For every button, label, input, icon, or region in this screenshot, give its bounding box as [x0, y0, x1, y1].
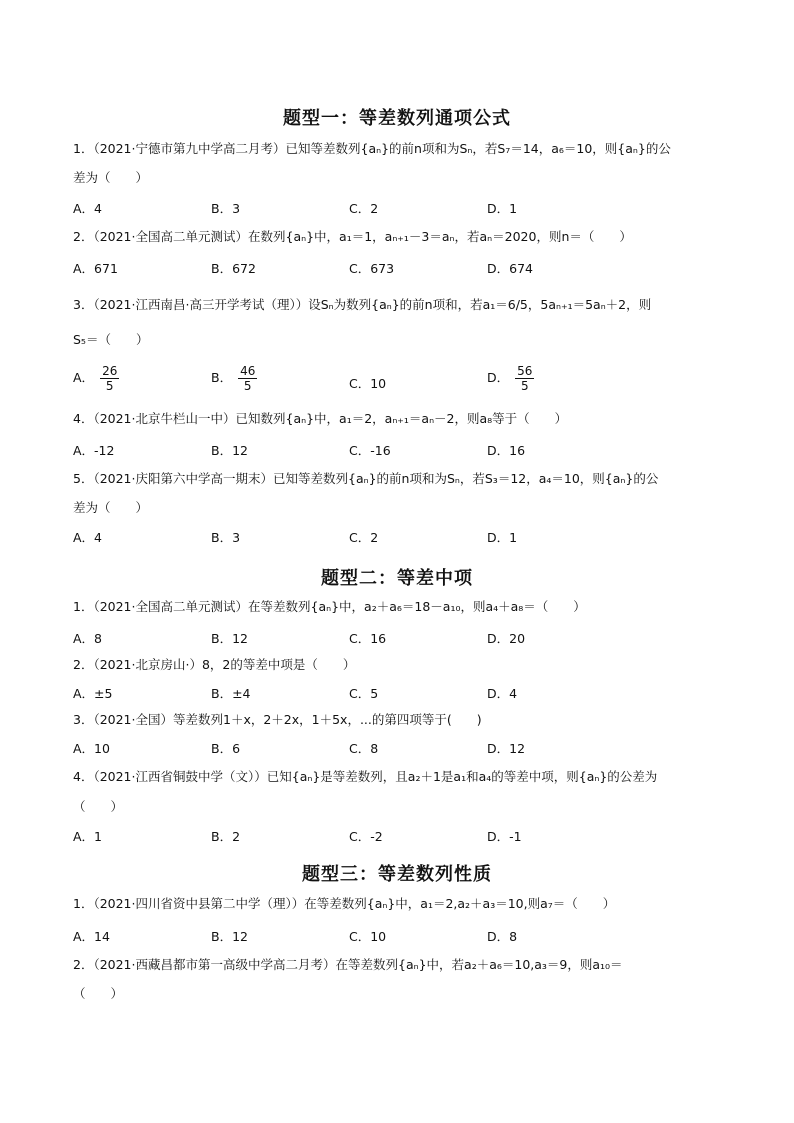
question-stem-continued: 差为（ ） [73, 500, 149, 515]
section-title: 题型二：等差中项 [321, 568, 473, 589]
choice-b[interactable]: B．±4 [211, 686, 251, 701]
choice-a[interactable]: A．±5 [73, 686, 113, 701]
choice-a[interactable]: A．-12 [73, 443, 115, 458]
choice-row [73, 199, 723, 221]
choice-c[interactable]: C．2 [349, 530, 379, 545]
choice-d[interactable]: D．16 [487, 443, 526, 458]
choice-label: A． [73, 370, 95, 385]
choice-c[interactable]: C．-2 [349, 829, 383, 844]
choice-c[interactable]: C．10 [349, 929, 387, 944]
choice-b[interactable]: B．672 [211, 261, 256, 276]
fraction [238, 364, 257, 393]
choice-c[interactable]: C．2 [349, 201, 379, 216]
choice-row [73, 927, 723, 949]
question-stem: 5．（2021·庆阳第六中学高一期末）已知等差数列{aₙ}的前n项和为Sₙ，若S₃＝12，a₄＝10，则{aₙ}的公 [73, 471, 659, 486]
choice-label: D． [487, 370, 510, 385]
choice-d[interactable]: D．12 [487, 741, 526, 756]
choice-b[interactable]: B．3 [211, 201, 241, 216]
choice-c[interactable]: C．10 [349, 376, 387, 391]
choice-a[interactable]: A．10 [73, 741, 110, 756]
choice-c[interactable]: C．16 [349, 631, 387, 646]
choice-b[interactable]: B．12 [211, 443, 248, 458]
choice-label: B． [211, 370, 233, 385]
numerator: 26 [102, 364, 118, 378]
choice-a[interactable]: A．1 [73, 829, 103, 844]
choice-a[interactable]: A．8 [73, 631, 103, 646]
question-stem-continued: 差为（ ） [73, 170, 149, 185]
question-stem: 4．（2021·北京牛栏山一中）已知数列{aₙ}中，a₁＝2，aₙ₊₁＝aₙ－2，则a₈等于（ ） [73, 411, 568, 426]
choice-b[interactable]: B．2 [211, 829, 241, 844]
choice-row [73, 364, 723, 398]
choice-row [73, 684, 723, 706]
choice-a[interactable]: A．4 [73, 530, 103, 545]
question-stem: 2．（2021·全国高二单元测试）在数列{aₙ}中，a₁＝1，aₙ₊₁－3＝aₙ，若aₙ＝2020，则n＝（ ） [73, 229, 632, 244]
choice-b[interactable]: B．3 [211, 530, 241, 545]
choice-d[interactable]: D．8 [487, 929, 518, 944]
fraction [100, 364, 119, 393]
question-stem: 2．（2021·西藏昌都市第一高级中学高二月考）在等差数列{aₙ}中，若a₂＋a₆＝10,a₃＝9，则a₁₀＝ [73, 957, 623, 972]
question-stem: 1．（2021·宁德市第九中学高二月考）已知等差数列{aₙ}的前n项和为Sₙ，若S₇＝14，a₆＝10，则{aₙ}的公 [73, 141, 671, 156]
choice-b[interactable]: B．6 [211, 741, 241, 756]
fraction [515, 364, 534, 393]
question-stem: 3．（2021·全国）等差数列1＋x，2＋2x，1＋5x，...的第四项等于( ) [73, 712, 482, 727]
choice-row [73, 739, 723, 761]
choice-c[interactable]: C．673 [349, 261, 395, 276]
choice-c[interactable]: C．5 [349, 686, 379, 701]
choice-d[interactable] [487, 364, 534, 393]
choice-d[interactable]: D．20 [487, 631, 526, 646]
choice-b[interactable] [211, 364, 257, 393]
choice-row [73, 827, 723, 849]
section-title: 题型三：等差数列性质 [302, 864, 492, 885]
choice-a[interactable]: A．14 [73, 929, 110, 944]
numerator: 56 [517, 364, 533, 378]
question-stem: 1．（2021·全国高二单元测试）在等差数列{aₙ}中，a₂＋a₆＝18－a₁₀，则a₄＋a₈＝（ ） [73, 599, 586, 614]
question-stem: 4．（2021·江西省铜鼓中学（文））已知{aₙ}是等差数列，且a₂＋1是a₁和a₄的等差中项，则{aₙ}的公差为 [73, 769, 658, 784]
choice-row [73, 441, 723, 463]
question-stem: 2．（2021·北京房山·）8，2的等差中项是（ ） [73, 657, 356, 672]
question-stem: 1．（2021·四川省资中县第二中学（理））在等差数列{aₙ}中，a₁＝2,a₂＋a₃＝10,则a₇＝（ ） [73, 896, 616, 911]
denominator: 5 [243, 379, 252, 393]
choice-c[interactable]: C．8 [349, 741, 379, 756]
numerator: 46 [240, 364, 256, 378]
question-stem: 3．（2021·江西南昌·高三开学考试（理））设Sₙ为数列{aₙ}的前n项和，若a₁＝6/5，5aₙ₊₁＝5aₙ＋2，则 [73, 297, 652, 312]
question-stem-continued: S₅＝（ ） [73, 332, 149, 347]
choice-a[interactable]: A．4 [73, 201, 103, 216]
choice-b[interactable]: B．12 [211, 631, 248, 646]
choice-row [73, 259, 723, 281]
question-stem-continued: （ ） [73, 799, 124, 814]
choice-row [73, 528, 723, 550]
choice-d[interactable]: D．1 [487, 530, 518, 545]
choice-d[interactable]: D．-1 [487, 829, 522, 844]
denominator: 5 [105, 379, 114, 393]
question-stem-continued: （ ） [73, 986, 124, 1001]
denominator: 5 [520, 379, 529, 393]
choice-a[interactable] [73, 364, 119, 393]
choice-d[interactable]: D．4 [487, 686, 518, 701]
choice-d[interactable]: D．674 [487, 261, 533, 276]
choice-c[interactable]: C．-16 [349, 443, 391, 458]
choice-d[interactable]: D．1 [487, 201, 518, 216]
choice-row [73, 629, 723, 651]
choice-b[interactable]: B．12 [211, 929, 248, 944]
choice-a[interactable]: A．671 [73, 261, 118, 276]
section-title: 题型一：等差数列通项公式 [283, 108, 511, 129]
